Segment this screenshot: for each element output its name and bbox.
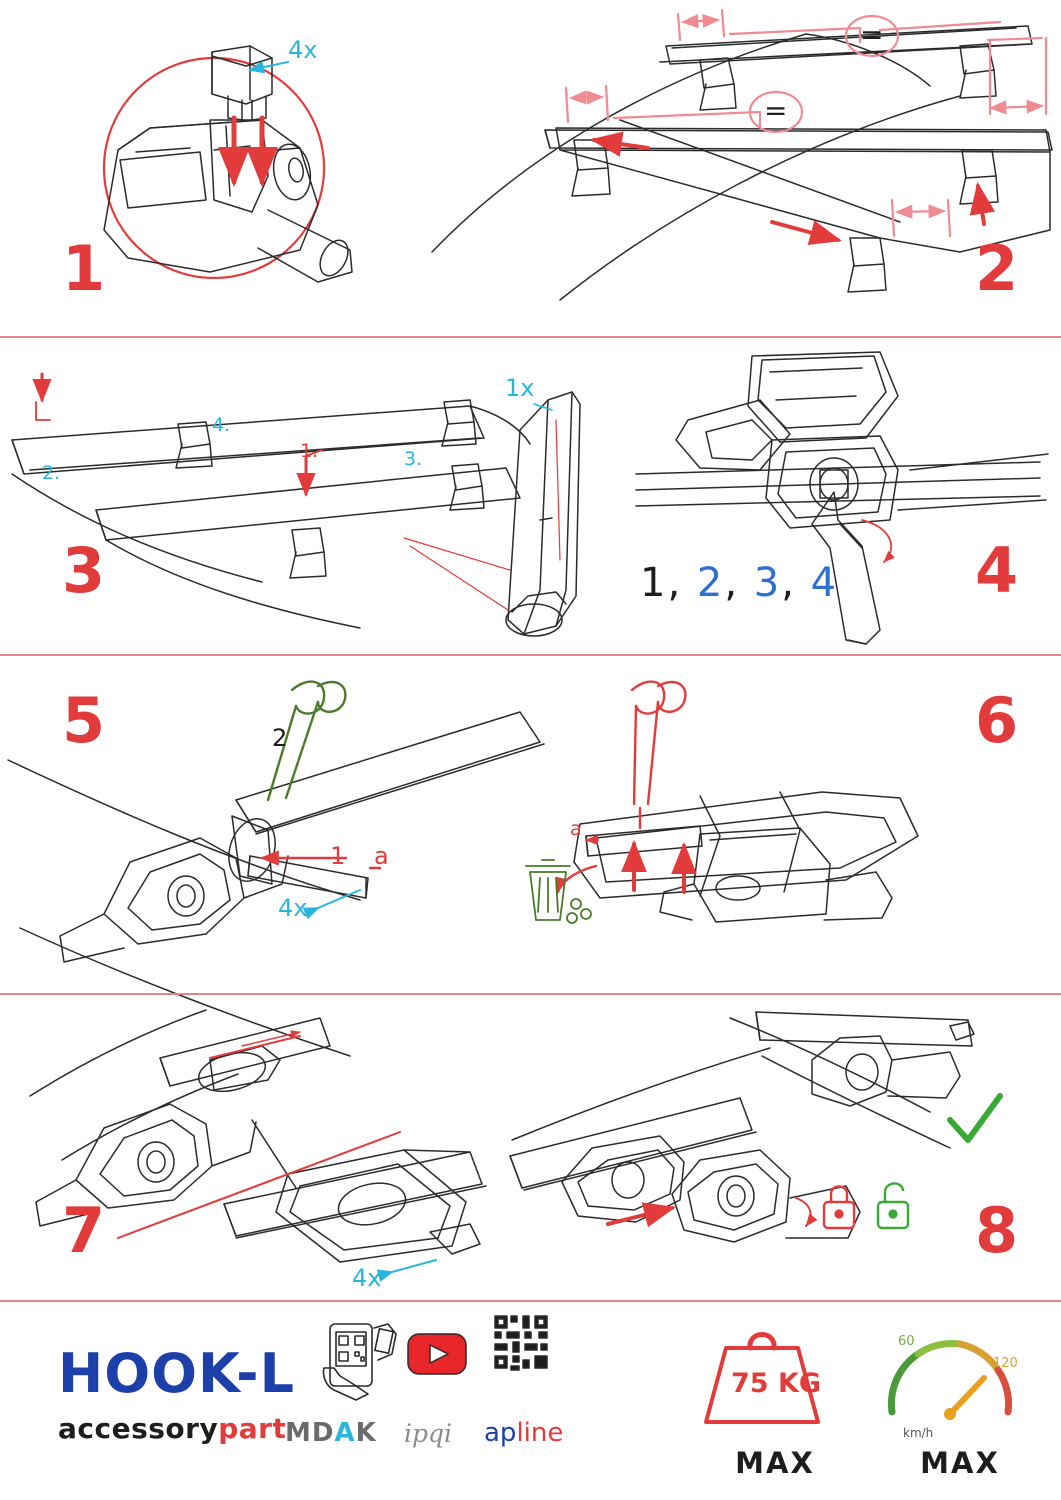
footer — [0, 1300, 1061, 1500]
brand-name — [58, 1412, 286, 1445]
apline-logo-text-1: ap — [484, 1418, 517, 1448]
speed-tick-high: 120 — [993, 1356, 1018, 1371]
label-step5-point-1: 1 — [330, 842, 346, 870]
step-number-6: 6 — [975, 684, 1020, 757]
sequence-item-4: 4 — [810, 560, 839, 606]
label-step7-quantity: 4x — [352, 1264, 382, 1292]
label-step1-quantity: 4x — [288, 36, 318, 64]
label-step3-quantity: 1x — [505, 374, 535, 402]
step-number-2: 2 — [975, 232, 1020, 305]
section-divider-3 — [0, 993, 1061, 995]
brand-name-accent: part — [218, 1412, 287, 1445]
apline-logo — [484, 1418, 563, 1448]
label-step6-mark-a: a — [570, 818, 582, 840]
speed-limit-unit: km/h — [903, 1426, 934, 1440]
speed-limit-caption: MAX — [920, 1446, 1000, 1480]
label-step2-equal-1: = — [860, 18, 884, 51]
label-step5-quantity: 4x — [278, 894, 308, 922]
mdak-logo — [285, 1418, 377, 1448]
speed-tick-low: 60 — [898, 1334, 915, 1349]
product-title: HOOK-L — [58, 1342, 295, 1405]
mdak-logo-text-1: MD — [285, 1418, 335, 1448]
section-divider-1 — [0, 336, 1061, 338]
mdak-logo-text-3: K — [355, 1418, 377, 1448]
load-limit-value: 75 KG — [730, 1368, 822, 1399]
apline-logo-text-2: line — [516, 1418, 564, 1448]
label-step3-order-4: 4. — [212, 414, 231, 436]
label-step3-order-3: 3. — [404, 448, 423, 470]
load-limit-caption: MAX — [735, 1446, 815, 1480]
section-divider-2 — [0, 654, 1061, 656]
label-step3-order-1: 1. — [300, 440, 319, 462]
label-step4-sequence: 1, 2, 3, 4 — [640, 560, 839, 606]
label-step5-mark-a: a — [374, 842, 389, 870]
step-number-1: 1 — [62, 232, 107, 305]
step-number-5: 5 — [62, 684, 107, 757]
label-step3-order-2: 2. — [42, 462, 61, 484]
sequence-item-3: 3 — [753, 560, 782, 606]
step-number-7: 7 — [62, 1194, 107, 1267]
sequence-item-1: 1 — [640, 560, 668, 606]
sequence-item-2: 2 — [696, 560, 725, 606]
label-step2-equal-2: = — [764, 94, 788, 127]
step-number-4: 4 — [975, 534, 1020, 607]
label-step5-point-2: 2 — [272, 724, 288, 752]
brand-name-plain: accessory — [58, 1412, 219, 1445]
mdak-logo-text-2: A — [334, 1418, 356, 1448]
step-number-8: 8 — [975, 1194, 1020, 1267]
ipqi-logo: ipqi — [404, 1419, 452, 1448]
step-number-3: 3 — [62, 534, 107, 607]
